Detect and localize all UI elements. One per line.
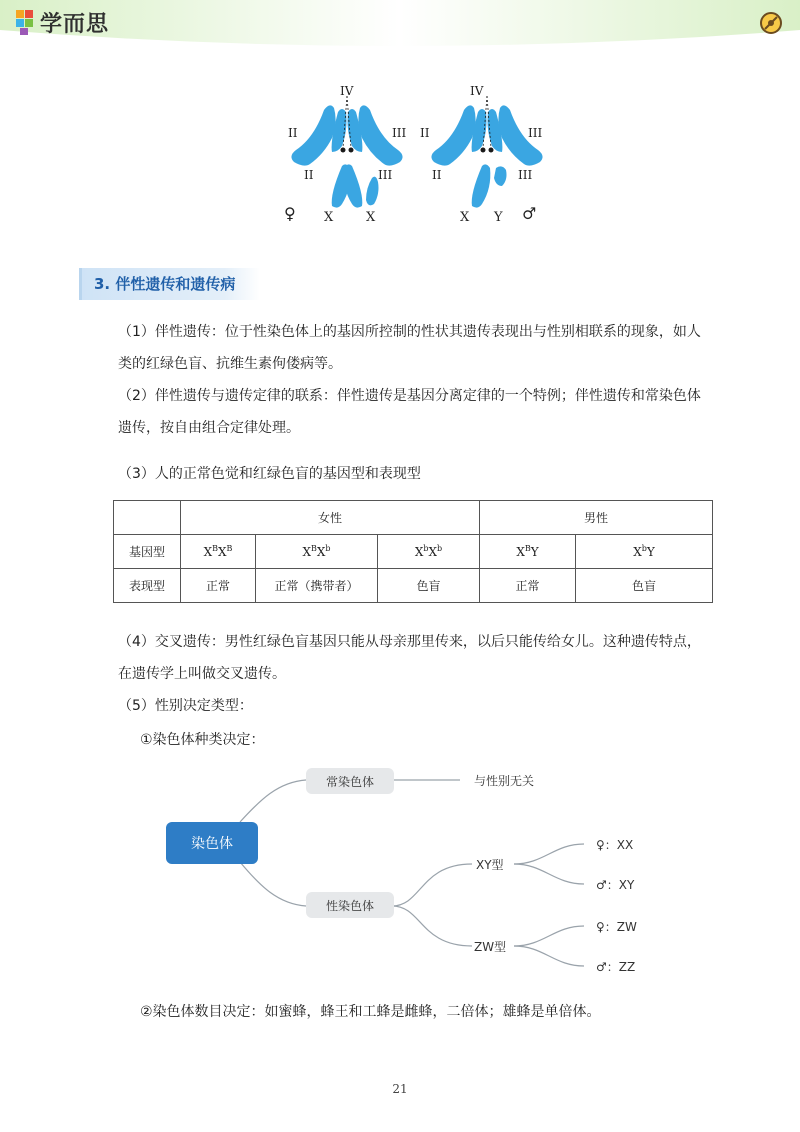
table-row xyxy=(114,501,713,535)
phenotype-cell: 正常 xyxy=(480,569,576,603)
genotype-phenotype-table xyxy=(113,500,713,603)
phenotype-cell: 色盲 xyxy=(378,569,480,603)
mindmap-zw-male: ♂：ZZ xyxy=(596,960,636,974)
paragraph-2-line-2: 遗传，按自由组合定律处理。 xyxy=(118,420,300,436)
sex-determination-mindmap xyxy=(160,760,640,980)
phenotype-cell: 色盲 xyxy=(576,569,713,603)
mindmap-zw-type: ZW型 xyxy=(474,940,507,954)
male-numeral-iii-bottom: III xyxy=(518,168,533,182)
section-title-text: 3. 伴性遗传和遗传病 xyxy=(94,275,236,293)
phenotype-cell: 正常 xyxy=(181,569,256,603)
table-corner-cell xyxy=(114,501,181,535)
paragraph-1-line-2: 类的红绿色盲、抗维生素佝偻病等。 xyxy=(118,356,342,372)
paragraph-2-line-1: （2）伴性遗传与遗传定律的联系：伴性遗传是基因分离定律的一个特例；伴性遗传和常染色体 xyxy=(118,388,701,404)
mindmap-xy-male: ♂：XY xyxy=(596,878,635,892)
page-header xyxy=(0,0,800,46)
genotype-cell: $X^BX^b$ xyxy=(256,535,378,569)
genotype-cell: $X^BX^B$ xyxy=(181,535,256,569)
mindmap-xy-type: XY型 xyxy=(476,858,504,872)
section-heading xyxy=(79,268,260,300)
paragraph-4-line-2: 在遗传学上叫做交叉遗传。 xyxy=(118,666,286,682)
mindmap-sex-chromosome-node: 性染色体 xyxy=(306,892,394,918)
male-y-label: Y xyxy=(494,210,503,225)
genotype-cell: $X^bX^b$ xyxy=(378,535,480,569)
male-symbol: ♂ xyxy=(522,204,537,223)
chromosome-diagram xyxy=(280,82,560,232)
table-header-female: 女性 xyxy=(181,501,480,535)
female-numeral-ii-top: II xyxy=(288,126,298,140)
mindmap-autosome-node: 常染色体 xyxy=(306,768,394,794)
corner-badge-icon xyxy=(758,10,784,36)
male-numeral-iii-top: III xyxy=(528,126,543,140)
row-label-phenotype: 表现型 xyxy=(114,569,181,603)
male-numeral-ii-bottom: II xyxy=(432,168,442,182)
mindmap-root-node: 染色体 xyxy=(166,822,258,864)
logo-text: 学而思 xyxy=(40,11,110,37)
table-row xyxy=(114,535,713,569)
female-numeral-ii-bottom: II xyxy=(304,168,314,182)
mindmap-zw-female: ♀：ZW xyxy=(596,920,637,934)
paragraph-4-line-1: （4）交叉遗传：男性红绿色盲基因只能从母亲那里传来，以后只能传给女儿。这种遗传特点， xyxy=(118,634,701,650)
table-row xyxy=(114,569,713,603)
mindmap-autosome-note: 与性别无关 xyxy=(474,774,535,788)
phenotype-cell: 正常（携带者） xyxy=(256,569,378,603)
mindmap-xy-female: ♀：XX xyxy=(596,838,634,852)
female-symbol: ♀ xyxy=(284,204,296,223)
female-numeral-iii-top: III xyxy=(392,126,407,140)
female-numeral-iv: IV xyxy=(340,84,354,98)
row-label-genotype: 基因型 xyxy=(114,535,181,569)
paragraph-1-line-1: （1）伴性遗传：位于性染色体上的基因所控制的性状其遗传表现出与性别相联系的现象，如人 xyxy=(118,324,701,340)
chromosome-figure xyxy=(280,82,560,232)
paragraph-5b: ②染色体数目决定：如蜜蜂，蜂王和工蜂是雌蜂，二倍体；雄蜂是单倍体。 xyxy=(140,1004,601,1020)
female-x-label-2: X xyxy=(366,210,376,225)
female-x-label-1: X xyxy=(324,210,334,225)
male-numeral-iv: IV xyxy=(470,84,484,98)
header-background xyxy=(0,0,800,46)
paragraph-3: （3）人的正常色觉和红绿色盲的基因型和表现型 xyxy=(118,466,421,482)
male-numeral-ii-top: II xyxy=(420,126,430,140)
paragraph-5a: ①染色体种类决定： xyxy=(140,732,265,748)
male-x-label: X xyxy=(460,210,470,225)
page-number: 21 xyxy=(392,1082,408,1096)
table-header-male: 男性 xyxy=(480,501,713,535)
female-numeral-iii-bottom: III xyxy=(378,168,393,182)
genotype-cell: $X^bY$ xyxy=(576,535,713,569)
brand-logo xyxy=(14,6,109,38)
paragraph-5: （5）性别决定类型： xyxy=(118,698,253,714)
mindmap-connectors xyxy=(160,760,640,980)
genotype-cell: $X^BY$ xyxy=(480,535,576,569)
logo-mark-icon xyxy=(14,8,36,36)
